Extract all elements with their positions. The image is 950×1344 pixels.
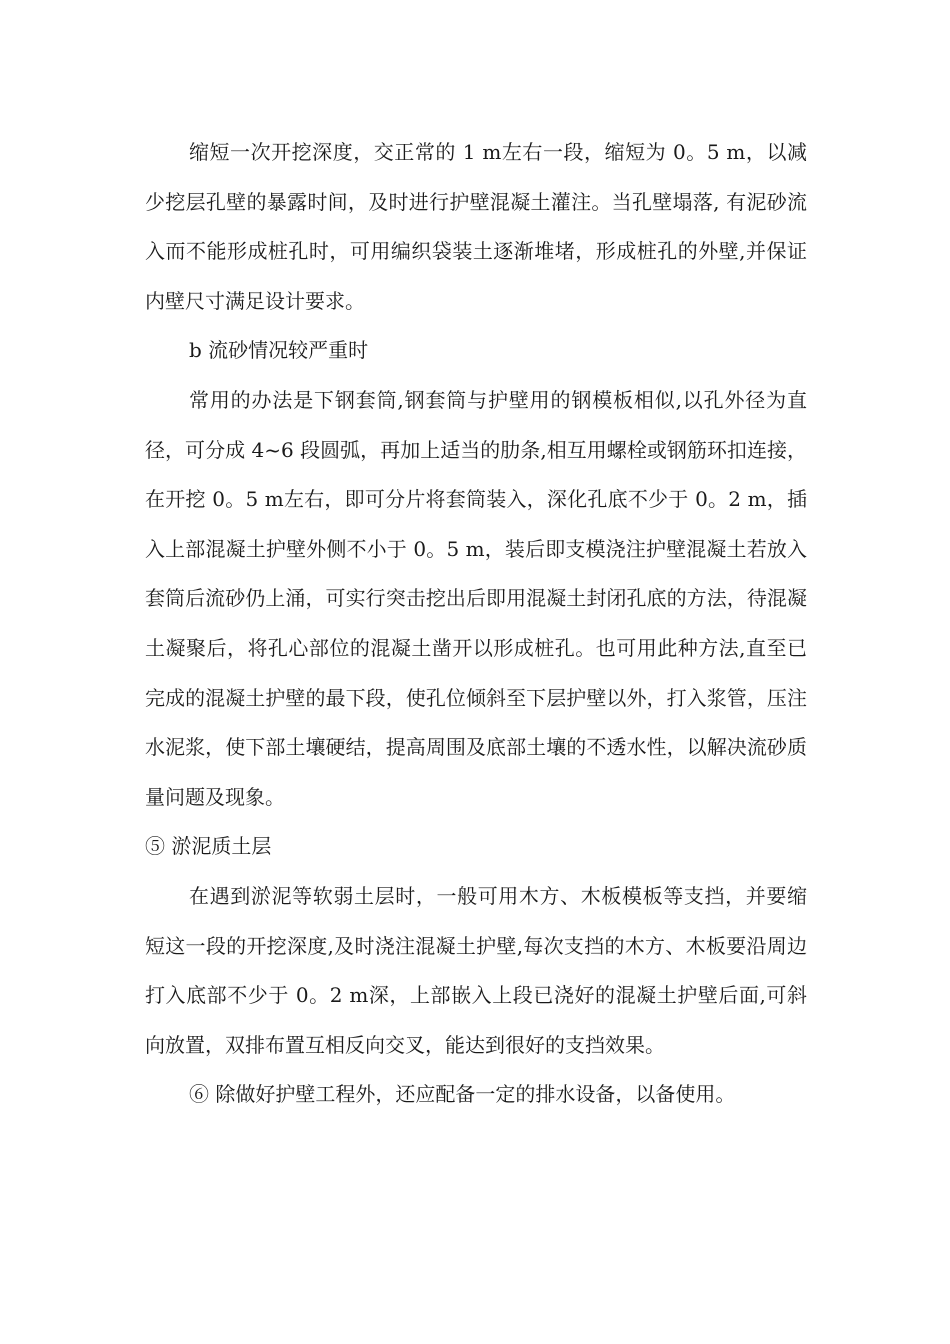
heading-silt-soil-layer: ⑤ 淤泥质土层: [145, 834, 272, 859]
document-body: [145, 128, 807, 1120]
paragraph-steel-casing-method: 常用的办法是下钢套筒,钢套筒与护壁用的钢模板相似,以孔外径为直径，可分成 4~6 段圆弧，再加上适当的肋条,相互用螺栓或钢筋环扣连接，在开挖 0。5 m左右，即可分片将套筒装入，深化孔底不少于 0。2 m，插入上部混凝土护壁外侧不小于 0。5 m，装后即支模浇注护壁混凝土若放入套筒后流砂仍上涌，可实行突击挖出后即用混凝土封闭孔底的方法，待混凝土凝聚后，将孔心部位的混凝土凿开以形成桩孔。也可用此种方法,直至已完成的混凝土护壁的最下段，使孔位倾斜至下层护壁以外，打入浆管，压注水泥浆，使下部土壤硬结，提高周围及底部土壤的不透水性，以解决流砂质量问题及现象。: [145, 387, 807, 809]
paragraph-shorten-excavation: 缩短一次开挖深度，交正常的 1 m左右一段，缩短为 0。5 m，以减少挖层孔壁的暴露时间，及时进行护壁混凝土灌注。当孔壁塌落, 有泥砂流入而不能形成桩孔时，可用编织袋装土逐渐堆堵，形成桩孔的外壁,并保证内壁尺寸满足设计要求。: [145, 140, 807, 313]
subheading-severe-quicksand: b 流砂情况较严重时: [189, 338, 369, 363]
paragraph-silt-support: 在遇到淤泥等软弱土层时，一般可用木方、木板模板等支挡，并要缩短这一段的开挖深度,及时浇注混凝土护壁,每次支挡的木方、木板要沿周边打入底部不少于 0。2 m深，上部嵌入上段已浇好的混凝土护壁后面,可斜向放置，双排布置互相反向交叉，能达到很好的支挡效果。: [145, 883, 807, 1057]
paragraph-drainage-equipment: ⑥ 除做好护壁工程外，还应配备一定的排水设备，以备使用。: [189, 1082, 736, 1107]
